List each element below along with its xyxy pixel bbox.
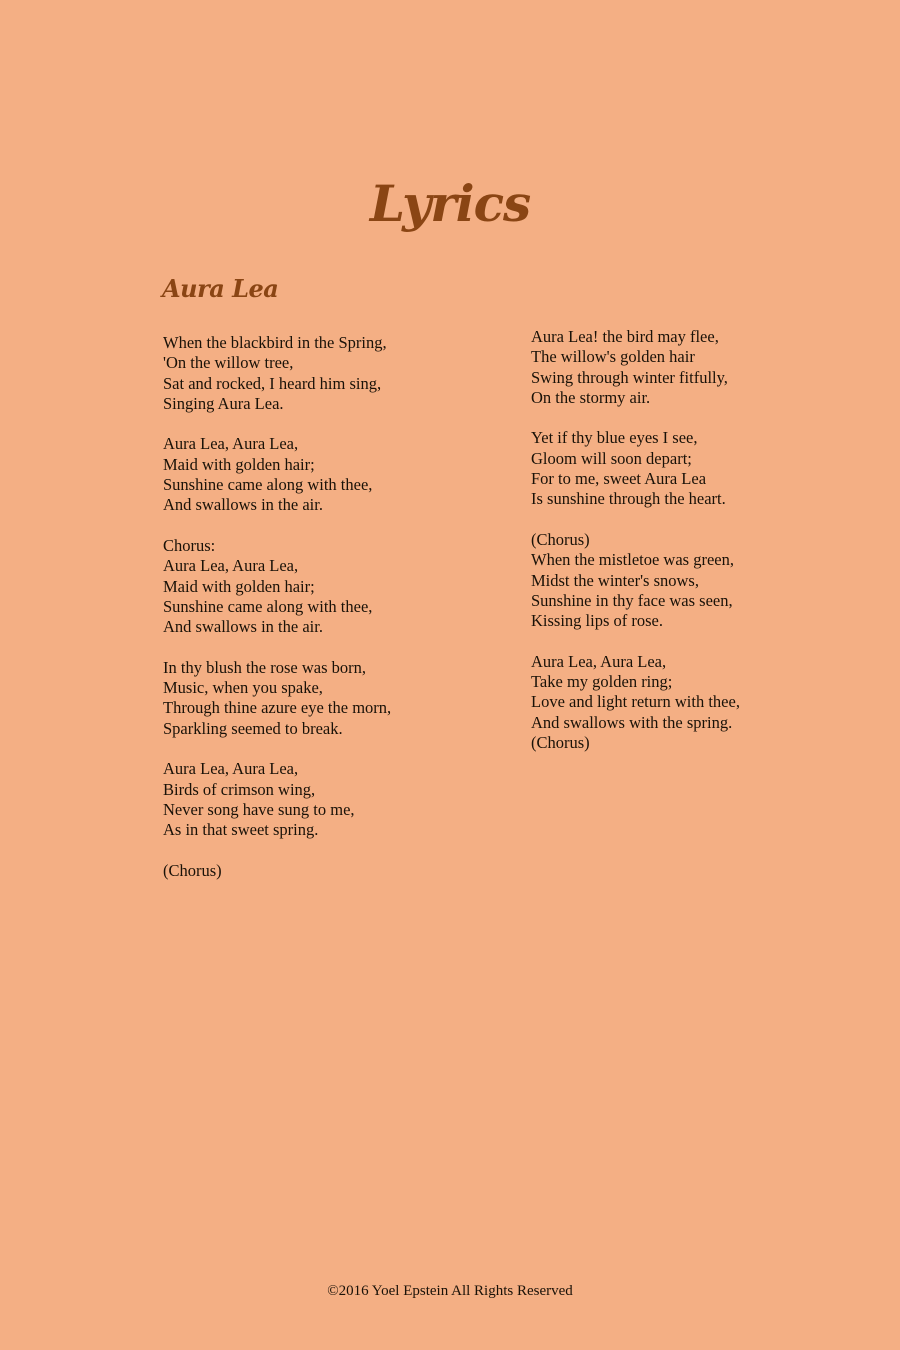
lyric-line: (Chorus) <box>163 860 222 880</box>
lyric-line: Sunshine came along with thee, <box>163 596 373 616</box>
lyrics-column-left <box>163 333 503 901</box>
lyric-line: Music, when you spake, <box>163 678 323 698</box>
lyric-line: Kissing lips of rose. <box>531 611 663 631</box>
lyric-line: Never song have sung to me, <box>163 799 355 819</box>
lyric-line: Birds of crimson wing, <box>163 779 316 799</box>
lyric-line: 'On the willow tree, <box>163 353 294 373</box>
lyrics-stanza <box>163 536 503 637</box>
lyrics-stanza <box>531 652 871 753</box>
lyric-line: Sunshine in thy face was seen, <box>531 590 733 610</box>
lyric-line: Sparkling seemed to break. <box>163 718 343 738</box>
lyrics-stanza <box>163 434 503 515</box>
lyric-line: When the mistletoe was green, <box>531 550 734 570</box>
lyric-line: Swing through winter fitfully, <box>531 367 728 387</box>
lyrics-stanza <box>163 658 503 739</box>
lyric-line: Aura Lea, Aura Lea, <box>163 434 299 454</box>
lyric-line: Love and light return with thee, <box>531 692 740 712</box>
lyric-line: Take my golden ring; <box>531 672 673 692</box>
lyric-line: And swallows in the air. <box>163 495 323 515</box>
lyric-line: The willow's golden hair <box>531 347 695 367</box>
lyric-line: Gloom will soon depart; <box>531 448 692 468</box>
lyrics-stanza <box>531 327 871 408</box>
lyric-line: Singing Aura Lea. <box>163 393 284 413</box>
lyric-line: (Chorus) <box>531 732 590 752</box>
lyrics-stanza <box>531 530 871 631</box>
song-title: Aura Lea <box>162 274 279 303</box>
lyric-line: Maid with golden hair; <box>163 576 315 596</box>
lyric-line: In thy blush the rose was born, <box>163 657 367 677</box>
lyric-line: As in that sweet spring. <box>163 820 319 840</box>
copyright-footer: ©2016 Yoel Epstein All Rights Reserved <box>327 1283 573 1299</box>
lyric-line: Aura Lea, Aura Lea, <box>163 556 299 576</box>
lyric-line: Aura Lea, Aura Lea, <box>163 759 299 779</box>
lyric-line: And swallows with the spring. <box>531 712 733 732</box>
lyric-line: Aura Lea, Aura Lea, <box>531 651 667 671</box>
lyric-line: Through thine azure eye the morn, <box>163 698 392 718</box>
lyric-line: (Chorus) <box>531 529 590 549</box>
lyric-line: On the stormy air. <box>531 387 651 407</box>
lyrics-stanza <box>163 861 503 881</box>
lyric-line: Maid with golden hair; <box>163 454 315 474</box>
lyrics-stanza <box>163 333 503 414</box>
lyrics-stanza <box>531 428 871 509</box>
lyric-line: Midst the winter's snows, <box>531 570 699 590</box>
lyrics-column-right <box>531 327 871 774</box>
page-title: Lyrics <box>369 174 531 233</box>
lyric-line: When the blackbird in the Spring, <box>163 333 387 352</box>
lyric-line: For to me, sweet Aura Lea <box>531 469 707 489</box>
lyric-line: Is sunshine through the heart. <box>531 489 726 509</box>
lyric-line: Sunshine came along with thee, <box>163 475 373 495</box>
lyrics-stanza <box>163 759 503 840</box>
lyric-line: Sat and rocked, I heard him sing, <box>163 373 382 393</box>
lyric-line: And swallows in the air. <box>163 617 323 637</box>
lyric-line: Yet if thy blue eyes I see, <box>531 428 698 448</box>
lyric-line: Aura Lea! the bird may flee, <box>531 327 719 346</box>
lyric-line: Chorus: <box>163 535 216 555</box>
